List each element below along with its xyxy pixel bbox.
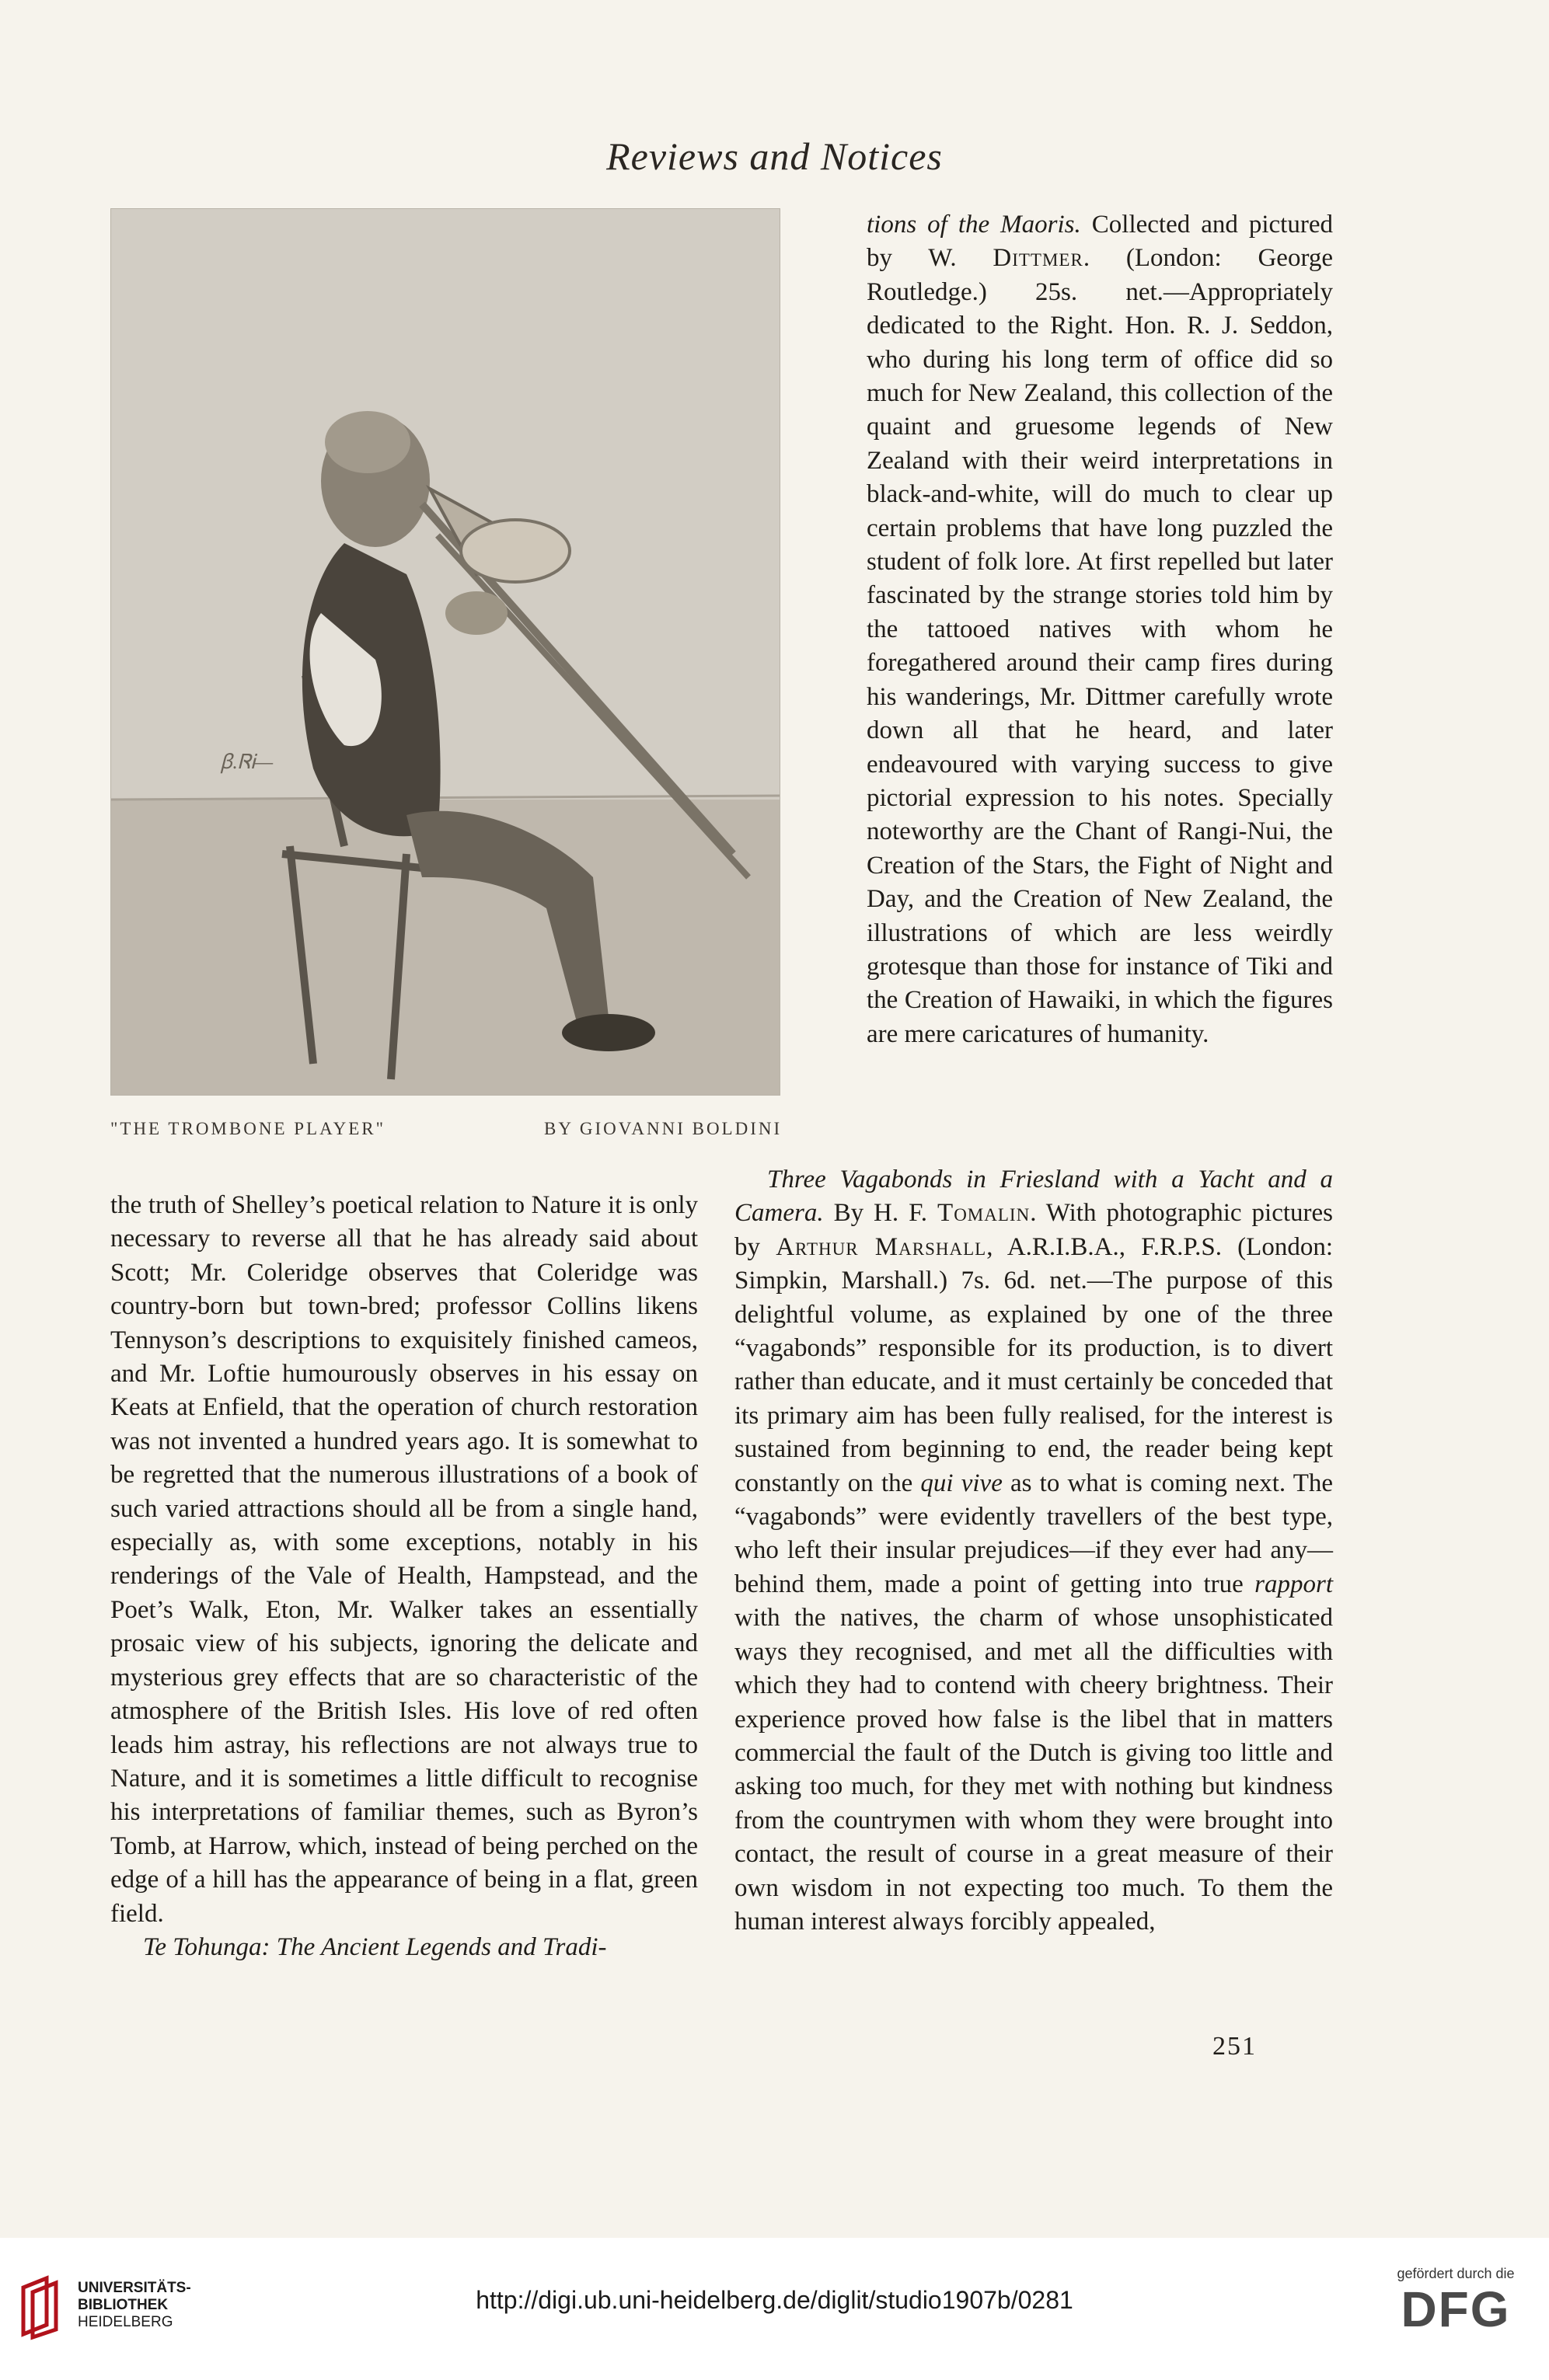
text-span: as to what is coming next. The “vagabonds” were evidently travellers of the best type, who left their insular prejudices—if they ever had any—behind them, made a point of getting into true: [734, 1469, 1333, 1598]
source-url-link[interactable]: http://digi.ub.uni-heidelberg.de/diglit/studio1907b/0281: [476, 2286, 1073, 2314]
illustration-caption-artist: BY GIOVANNI BOLDINI: [544, 1119, 783, 1138]
left-column: [110, 1189, 698, 1964]
text-span: . (London: George Routledge.) 25s. net.—Appropriately dedicated to the Right. Hon. R. J. Seddon, who during his long term of office did so much for New Zealand, this collection of the quaint and gruesome legends of New Zealand with their weird interpretations in black-and-white, will do much to clear up certain problems that have long puzzled the student of folk lore. At first repelled but later fascinated by the strange stories told him by the tattooed natives with whom he foregathered around their camp fires during his wanderings, Mr. Dittmer carefully wrote down all that he heard, and later endeavoured with varying success to give pictorial expression to his notes. Specially noteworthy are the Chant of Rangi-Nui, the Creation of the Stars, the Fight of Night and Day, and the Creation of New Zealand, the illustrations of which are less weirdly grotesque than those for instance of Tiki and the Creation of Hawaiki, in which the figures are mere caricatures of humanity.: [867, 244, 1333, 1048]
book-title-cont: tions of the Maoris.: [867, 211, 1081, 239]
illustration-drawing: [111, 209, 780, 1095]
sponsor-caption: gefördert durch die: [1397, 2266, 1515, 2281]
svg-text:ꞵ.ᏒᎥ—: ꞵ.ᏒᎥ—: [220, 751, 274, 773]
photographer-name: Arthur Marshall: [776, 1232, 987, 1261]
library-name-line: HEIDELBERG: [78, 2314, 173, 2330]
text-span: with the natives, the charm of whose unsophisticated ways they recognised, and met all the difficulties with which they had to contend with cheery brightness. Their experience proved how false is the libel that in matters commercial the fault of the Dutch is giving too little and asking too much, for they met with nothing but kindness from the countrymen with whom they were brought into contact, the result of course in a great measure of their own wisdom in not expecting too much. To them the human interest always forcibly appealed,: [734, 1604, 1333, 1936]
text-span: . With photographic pictures by: [734, 1199, 1333, 1261]
right-column-upper: [867, 208, 1333, 1051]
dfg-sponsor[interactable]: [1394, 2266, 1518, 2336]
trombone-player-illustration: [110, 208, 780, 1096]
text-span: Collected and pictured by W.: [867, 211, 1333, 273]
italic-phrase: qui vive: [920, 1469, 1003, 1497]
review-te-tohunga-continued: [867, 208, 1333, 1051]
page-number: 251: [1212, 2032, 1257, 2061]
book-title: Three Vagabonds in Friesland with a Yacht and a Camera.: [734, 1166, 1333, 1228]
right-column-lower: [734, 1163, 1333, 1939]
library-name-line: BIBLIOTHEK: [78, 2297, 169, 2313]
dfg-logo-icon: DFG: [1401, 2281, 1511, 2337]
page-header: Reviews and Notices: [606, 134, 943, 178]
paragraph-shelley: the truth of Shelley’s poetical relation to Nature it is only necessary to reverse all that he has already said about Scott; Mr. Coleridge observes that Coleridge was country-born but town-bred; professor Collins likens Tennyson’s descriptions to exquisitely finished cameos, and Mr. Loftie humourously observes in his essay on Keats at Enfield, that the operation of church restoration was not invented a hundred years ago. It is somewhat to be regretted that the numerous illustrations of a book of such varied attractions should all be from a single hand, especially as, with some exceptions, notably in his renderings of the Vale of Health, Hampstead, and the Poet’s Walk, Eton, Mr. Walker takes an essentially prosaic view of his subjects, ignoring the delicate and mysterious grey effects that are so characteristic of the atmosphere of the British Isles. His love of red often leads him astray, his reflections are not always true to Nature, and it is sometimes a little difficult to recognise his interpretations of familiar themes, such as Byron’s Tomb, at Harrow, which, instead of being perched on the edge of a hill has the appearance of being in a flat, green field.: [110, 1191, 698, 1928]
review-te-tohunga-title: [110, 1931, 698, 1964]
italic-phrase: rapport: [1254, 1570, 1333, 1598]
review-three-vagabonds: [734, 1163, 1333, 1939]
author-name: Tomalin: [937, 1199, 1031, 1228]
digitization-footer: [0, 2238, 1549, 2380]
text-span: , A.R.I.B.A., F.R.P.S. (London: Simpkin, Marshall.) 7s. 6d. net.—The purpose of this delightful volume, as explained by one of the three “vagabonds” responsible for its production, is to divert rather than educate, and it must certainly be conceded that its primary aim has been fully realised, for the interest is sustained from beginning to end, the reader being kept constantly on the: [734, 1232, 1333, 1497]
library-name-line: UNIVERSITÄTS-: [78, 2280, 191, 2296]
author-name: Dittmer: [993, 244, 1083, 273]
text-span: By H. F.: [823, 1199, 938, 1228]
illustration-caption-title: "THE TROMBONE PLAYER": [110, 1119, 386, 1138]
book-title: Te Tohunga: The Ancient Legends and Tradi-: [143, 1932, 607, 1961]
